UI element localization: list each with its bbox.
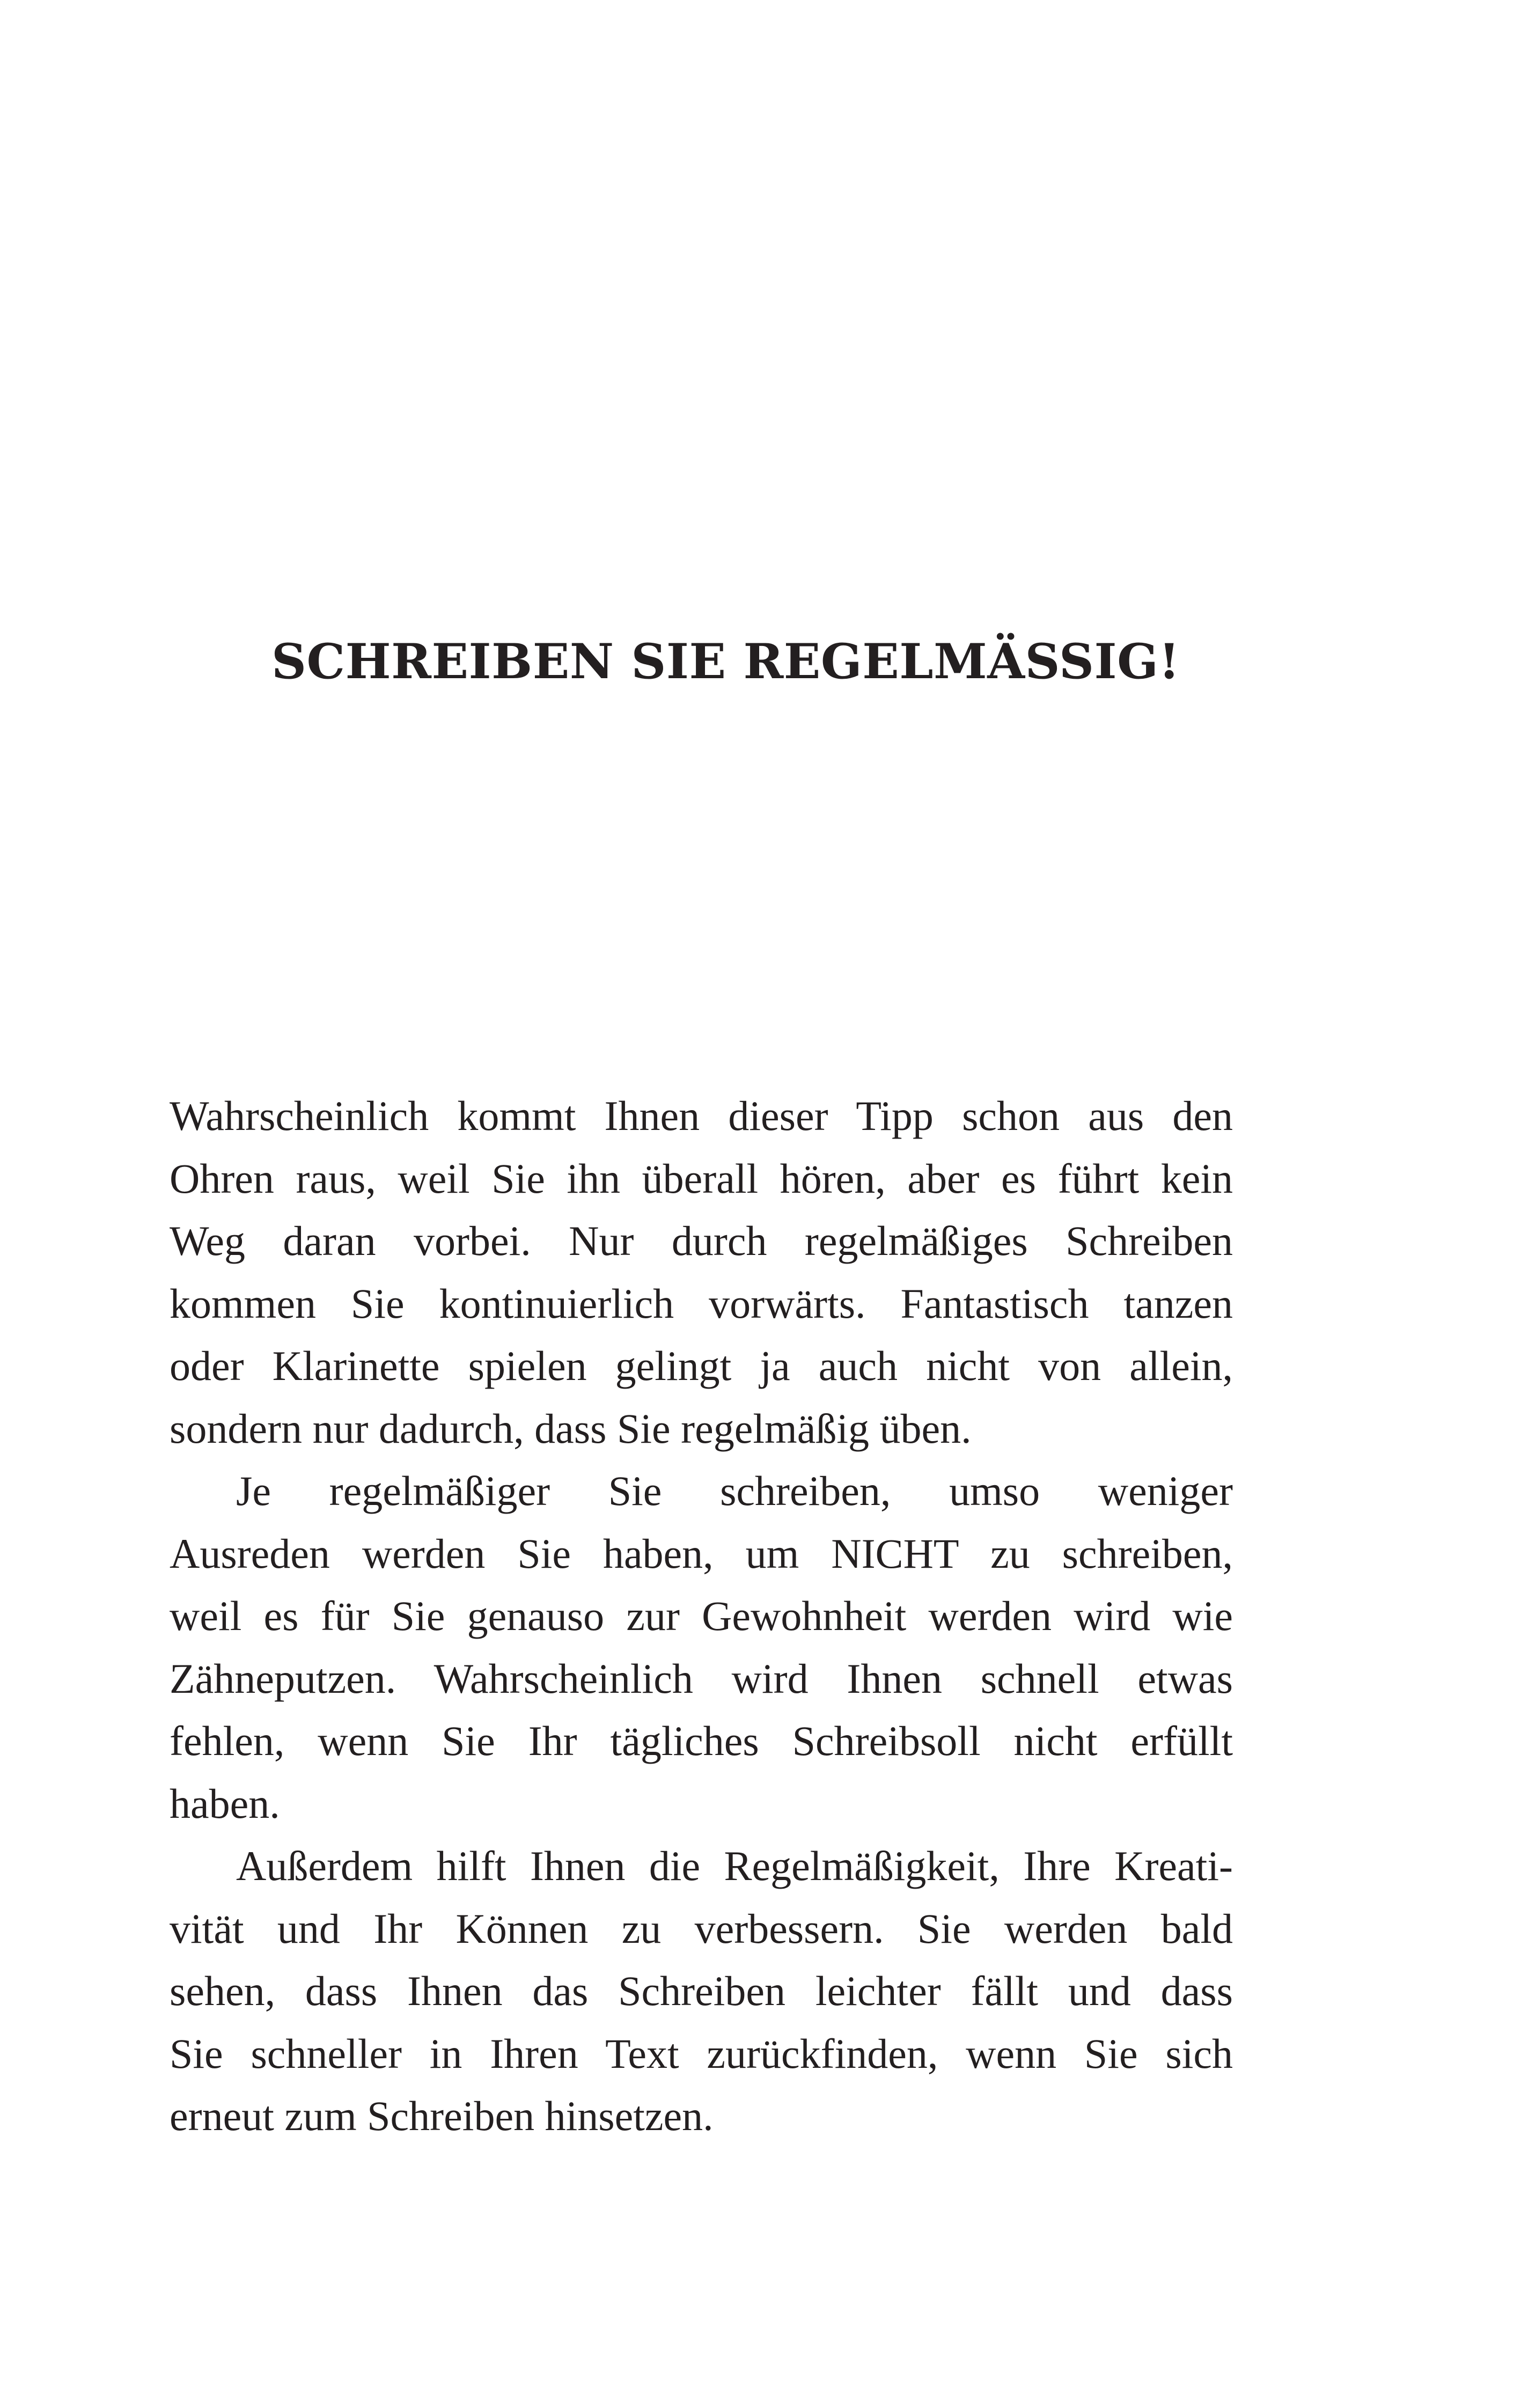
text-line: oder Klarinette spielen gelingt ja auch nicht von allein, (170, 1342, 1233, 1389)
body-text (170, 1085, 1233, 2148)
paragraph-3 (170, 1835, 1233, 2148)
text-line: erneut zum Schreiben hinsetzen. (170, 2093, 714, 2139)
chapter-title: SCHREIBEN SIE REGELMÄSSIG! (271, 633, 1180, 690)
text-line: vität und Ihr Können zu verbessern. Sie werden bald (170, 1905, 1233, 1952)
text-line: Je regelmäßiger Sie schreiben, umso weniger (236, 1467, 1233, 1514)
text-line: Ausreden werden Sie haben, um NICHT zu schreiben, (170, 1530, 1233, 1577)
text-line: sehen, dass Ihnen das Schreiben leichter fällt und dass (170, 1967, 1233, 2014)
text-line: Ohren raus, weil Sie ihn überall hören, aber es führt kein (170, 1155, 1233, 1202)
text-line: Wahrscheinlich kommt Ihnen dieser Tipp schon aus den (170, 1092, 1233, 1139)
text-line: Sie schneller in Ihren Text zurückfinden, wenn Sie sich (170, 2030, 1233, 2077)
text-line: fehlen, wenn Sie Ihr tägliches Schreibsoll nicht erfüllt (170, 1717, 1233, 1764)
text-line: sondern nur dadurch, dass Sie regelmäßig üben. (170, 1405, 972, 1452)
paragraph-2 (170, 1460, 1233, 1835)
text-line: weil es für Sie genauso zur Gewohnheit werden wird wie (170, 1592, 1233, 1639)
text-line: Weg daran vorbei. Nur durch regelmäßiges Schreiben (170, 1217, 1233, 1264)
text-line: Zähneputzen. Wahrscheinlich wird Ihnen schnell etwas (170, 1655, 1233, 1702)
text-line: haben. (170, 1780, 280, 1827)
text-line: Außerdem hilft Ihnen die Regelmäßigkeit, Ihre Kreati- (236, 1842, 1233, 1889)
text-line: kommen Sie kontinuierlich vorwärts. Fantastisch tanzen (170, 1280, 1233, 1327)
paragraph-1 (170, 1085, 1233, 1460)
